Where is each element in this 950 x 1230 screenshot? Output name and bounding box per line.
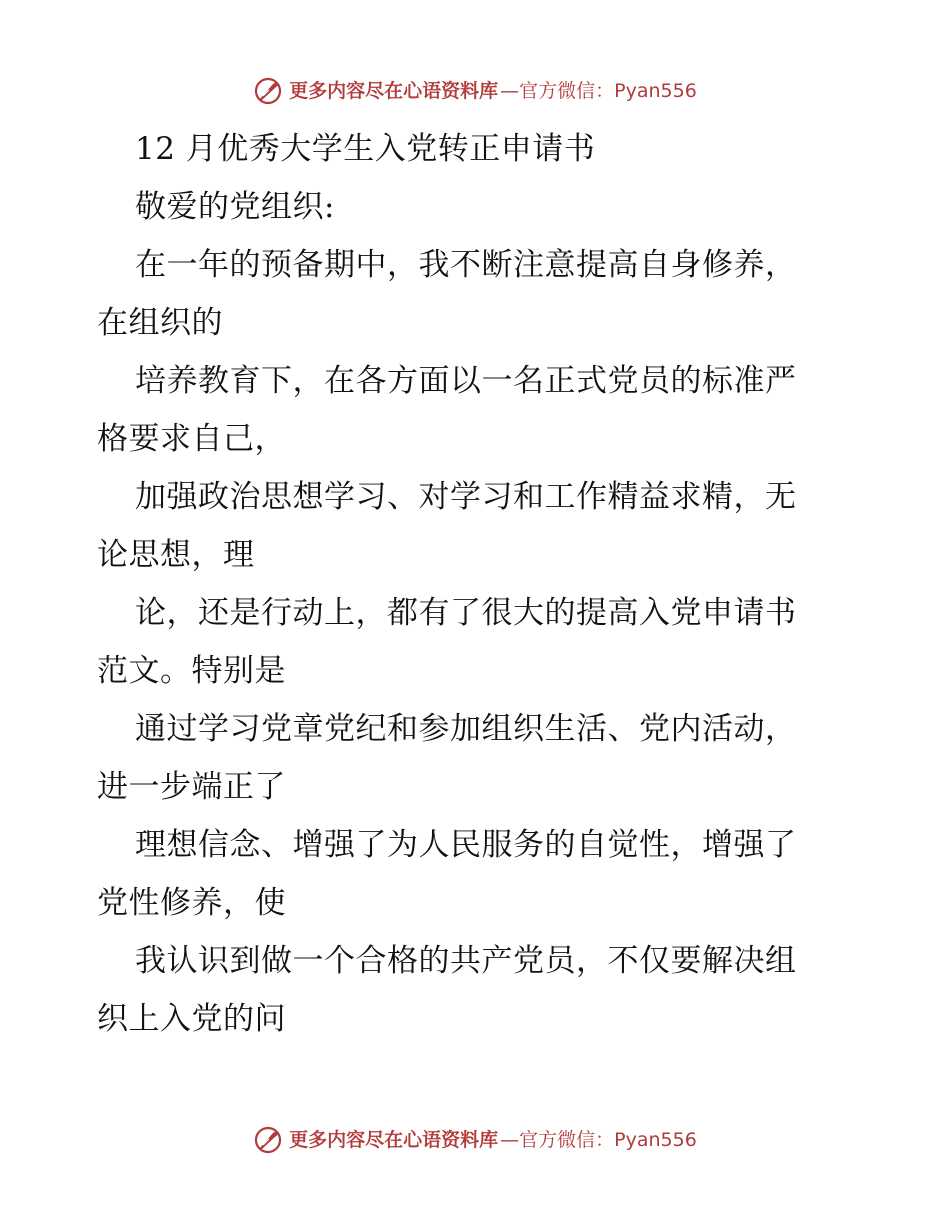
salutation: 敬爱的党组织:: [135, 189, 335, 225]
paragraph-line: 通过学习党章党纪和参加组织生活、党内活动，: [135, 711, 797, 747]
paragraph-line: 范文。特别是: [97, 653, 286, 689]
paragraph-line: 格要求自己，: [97, 421, 286, 457]
paragraph-line: 党性修养，使: [97, 885, 286, 921]
paragraph-line: 织上入党的问: [97, 1001, 286, 1037]
paragraph-line: 在组织的: [97, 305, 223, 341]
document-title: 12 月优秀大学生入党转正申请书: [135, 131, 596, 167]
paragraph-line: 论思想，理: [97, 537, 255, 573]
watermark-secondary-text: —官方微信：Pyan556: [500, 79, 697, 102]
paragraph-line: 理想信念、增强了为人民服务的自觉性，增强了: [135, 827, 797, 863]
header-watermark: [0, 71, 950, 111]
paragraph-line: 论，还是行动上，都有了很大的提高入党申请书: [135, 595, 797, 631]
quill-pen-circle-icon: [253, 76, 283, 106]
document-body: [97, 120, 857, 1048]
paragraph-line: 我认识到做一个合格的共产党员，不仅要解决组: [135, 943, 797, 979]
paragraph-line: 加强政治思想学习、对学习和工作精益求精，无: [135, 479, 797, 515]
watermark-secondary-text: —官方微信：Pyan556: [500, 1128, 697, 1151]
paragraph-line: 进一步端正了: [97, 769, 286, 805]
paragraph-line: 在一年的预备期中，我不断注意提高自身修养，: [135, 247, 797, 283]
watermark-primary-text: 更多内容尽在心语资料库: [289, 1128, 499, 1151]
footer-watermark: [0, 1120, 950, 1160]
quill-pen-circle-icon: [253, 1125, 283, 1155]
paragraph-line: 培养教育下，在各方面以一名正式党员的标准严: [135, 363, 797, 399]
watermark-primary-text: 更多内容尽在心语资料库: [289, 79, 499, 102]
